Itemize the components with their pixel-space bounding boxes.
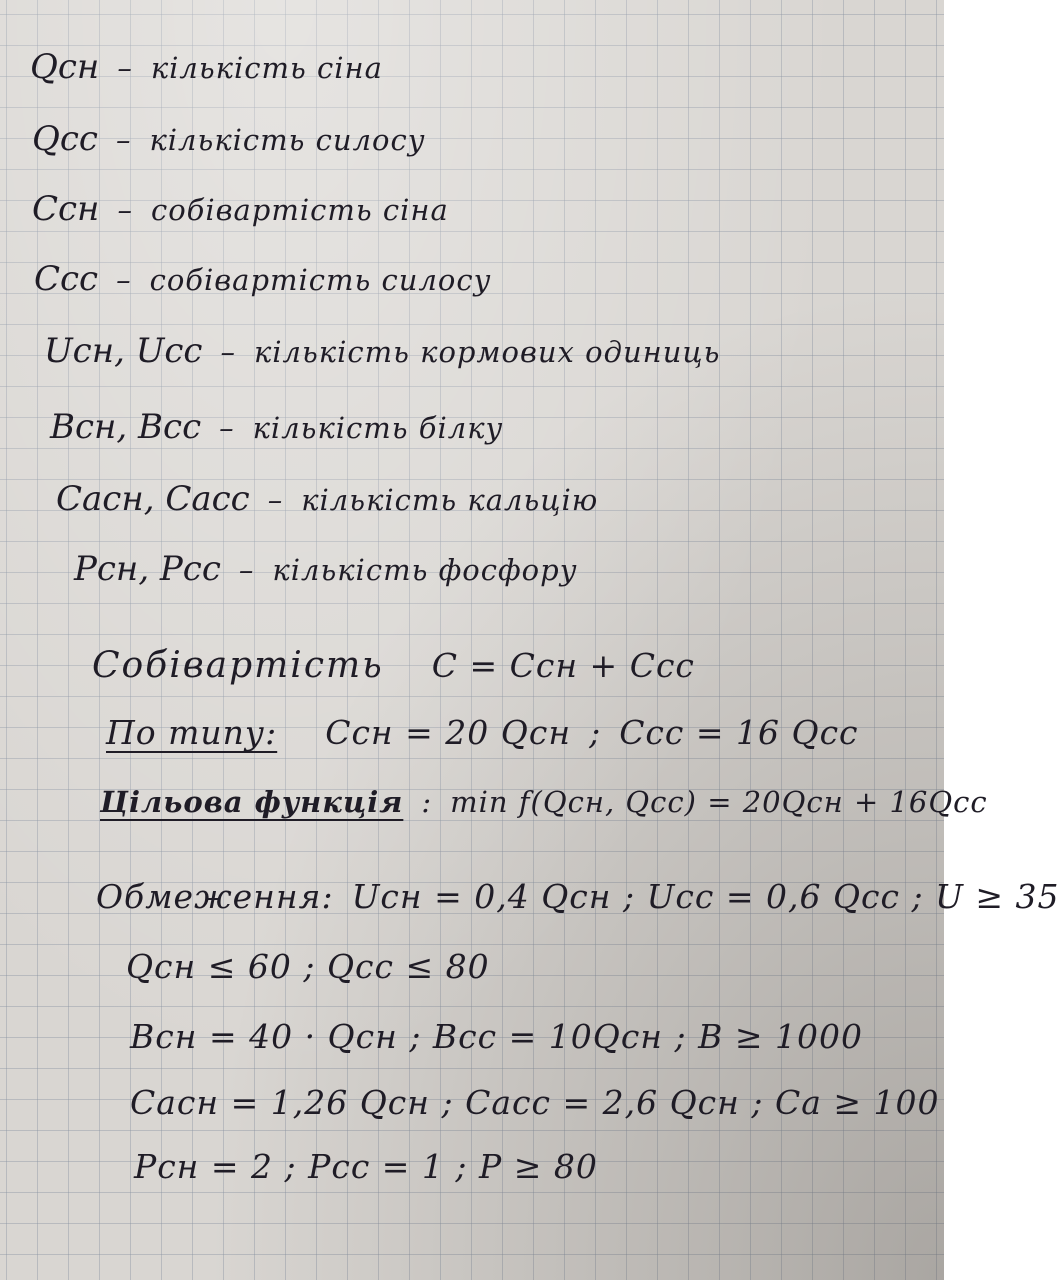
constraints-label: Обмеження: [96,877,334,916]
definition-symbol: Cсс [34,259,99,299]
definition-row [56,479,616,519]
cost-label: Собівартість [92,645,384,686]
definition-text: собівартість силосу [149,263,492,297]
definition-text: кількість кормових одиниць [253,335,721,369]
objective-row [100,785,988,819]
constraint-line: Qсн ≤ 60 ; Qсс ≤ 80 [126,947,490,986]
objective-formula: min f(Qсн, Qсс) = 20Qсн + 16Qсс [450,785,988,819]
constraint-line: Bсн = 40 · Qсн ; Bсс = 10Qсн ; B ≥ 1000 [130,1017,863,1056]
by-type-row [106,713,859,752]
cost-formula: C = Cсн + Cсс [431,646,695,685]
definition-dash: – [117,193,133,227]
definition-text: кількість сіна [150,51,383,85]
separator: : [421,785,433,819]
constraints-row [96,877,1060,916]
by-type-label: По типу: [106,713,278,752]
definition-row [74,549,614,589]
definition-symbol: Qсс [32,119,98,159]
definition-text: кількість силосу [149,123,426,157]
separator: ; [589,713,602,752]
silage-cost-formula: Cсс = 16 Qсс [619,713,859,752]
definition-dash: – [220,335,236,369]
definition-symbol: Bсн, Bсс [50,407,202,447]
definition-text: кількість кальцію [301,483,599,517]
definition-symbol: Cсн [32,189,100,229]
constraint-line: Caсн = 1,26 Qсн ; Caсс = 2,6 Qсн ; Ca ≥ 100 [130,1083,940,1122]
definition-dash: – [117,51,133,85]
definition-row [34,259,554,299]
definition-row [44,331,764,371]
definition-dash: – [115,123,132,157]
definition-dash: – [219,411,235,445]
definition-dash: – [267,483,284,517]
definition-symbol: Qсн [30,47,100,87]
definition-symbol: Uсн, Uсс [44,331,203,371]
definition-symbol: Caсн, Caсс [56,479,250,519]
definition-symbol: Pсн, Pсс [74,549,221,589]
cost-row [92,645,695,686]
constraint-line: Uсн = 0,4 Qсн ; Uсс = 0,6 Qсс ; U ≥ 35 [351,877,1060,916]
hay-cost-formula: Cсн = 20 Qсн [325,713,572,752]
definition-text: кількість фосфору [272,553,578,587]
definition-dash: – [238,553,255,587]
definition-row [32,119,502,159]
definition-text: кількість білку [252,411,504,445]
definition-text: собівартість сіна [150,193,449,227]
objective-label: Цільова функція [100,785,404,819]
definition-row [50,407,570,447]
definition-dash: – [116,263,132,297]
constraint-line: Pсн = 2 ; Pсс = 1 ; P ≥ 80 [134,1147,598,1186]
definition-row [32,189,512,229]
definition-row [30,47,470,87]
